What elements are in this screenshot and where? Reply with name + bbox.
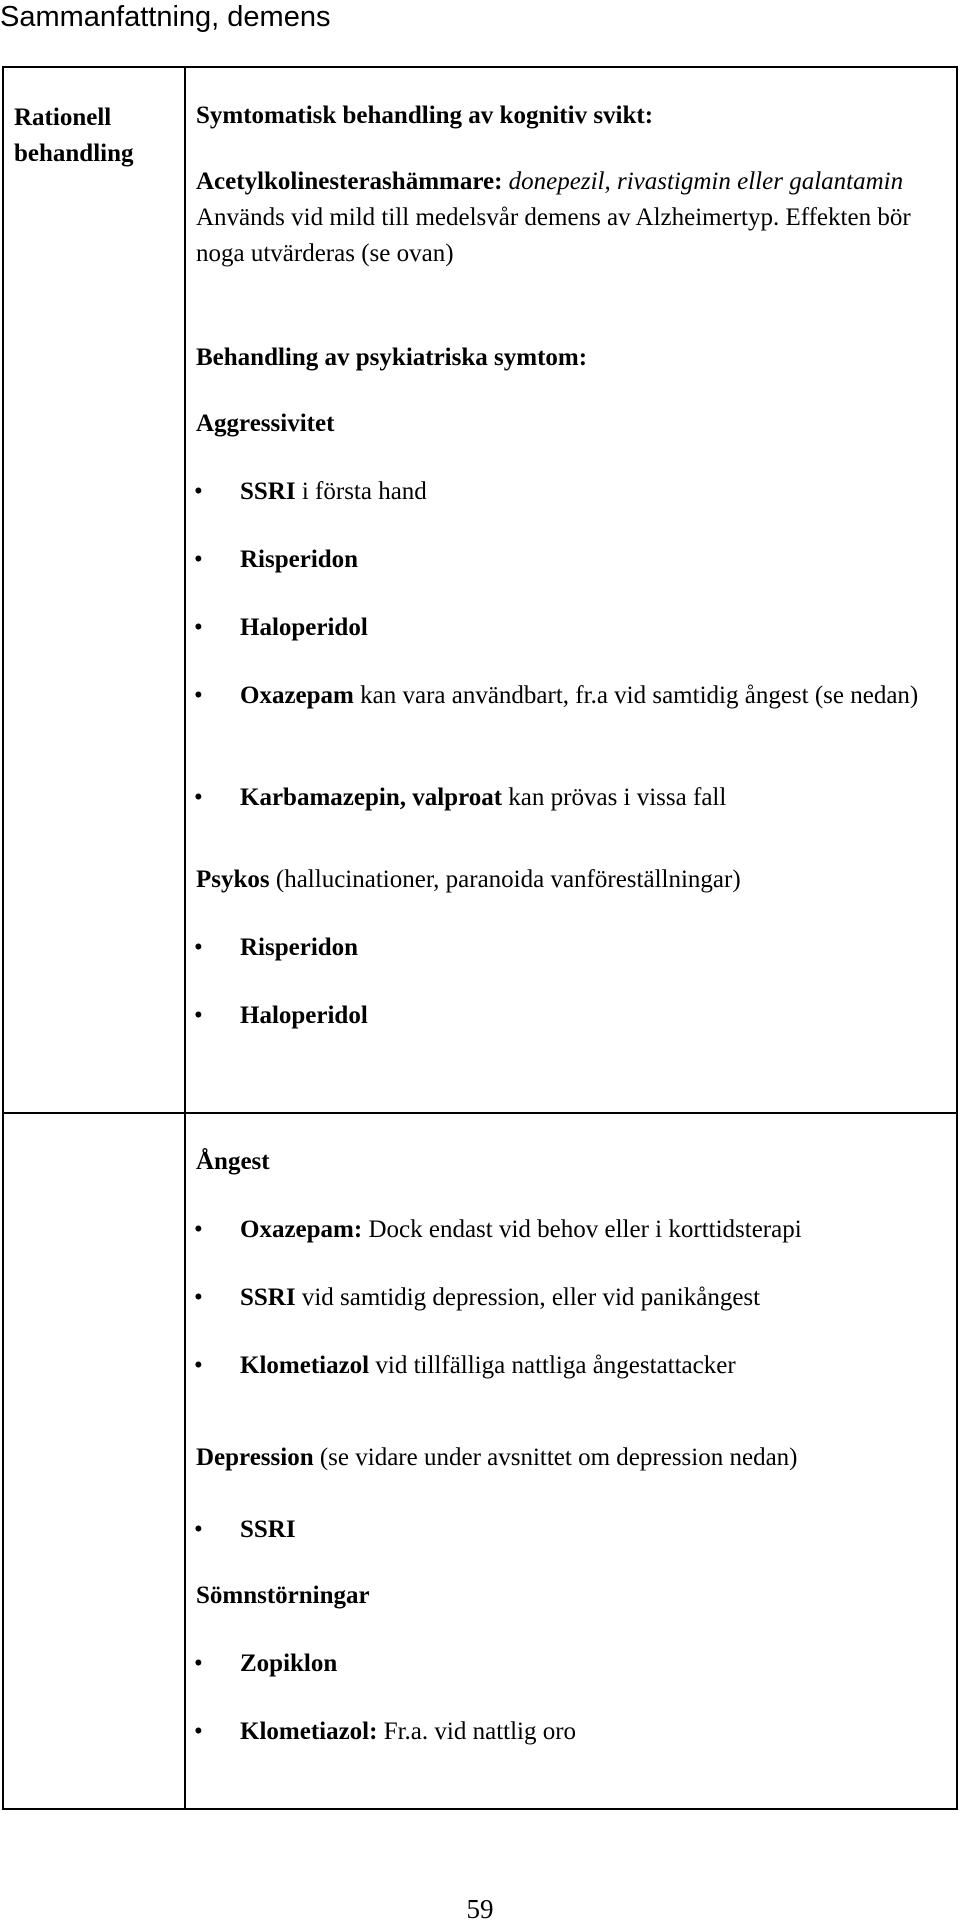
sleep-heading: Sömnstörningar (196, 1582, 370, 1609)
ache-drugs: donepezil, rivastigmin eller galantamin (508, 168, 904, 195)
bullet-icon: • (194, 478, 203, 505)
symptomatic-heading: Symtomatisk behandling av kognitiv svikt: (196, 102, 654, 129)
bullet-icon: • (194, 1002, 203, 1029)
ache-label: Acetylkolinesterashämmare: (196, 168, 503, 195)
depression-heading: Depression (se vidare under avsnittet om depression nedan) (196, 1444, 798, 1471)
anxiety-heading: Ångest (196, 1148, 270, 1175)
summary-table (2, 66, 958, 1810)
bullet-icon: • (194, 1650, 203, 1677)
page-title: Sammanfattning, demens (0, 1, 331, 33)
row-label-cell-empty (3, 1113, 185, 1809)
aggression-heading: Aggressivitet (196, 410, 335, 437)
psychosis-heading: Psykos (hallucinationer, paranoida vanföreställningar) (196, 866, 741, 893)
ache-paragraph (196, 164, 942, 272)
bullet-icon: • (194, 934, 203, 961)
bullet-icon: • (194, 1718, 203, 1745)
bullet-icon: • (194, 614, 203, 641)
bullet-icon: • (194, 682, 203, 709)
psychiatric-heading: Behandling av psykiatriska symtom: (196, 344, 588, 371)
bullet-icon: • (194, 1516, 203, 1543)
bullet-icon: • (194, 1216, 203, 1243)
table-row-symptoms (3, 1113, 957, 1809)
bullet-icon: • (194, 546, 203, 573)
bullet-icon: • (194, 1352, 203, 1379)
row-label-rational-treatment: Rationell behandling (14, 104, 134, 167)
row-content-cell: Symtomatisk behandling av kognitiv svikt: Acetylkolinesterashämmare: donepezil, rivastigmin eller galantamin Används vid mild till medelsvår demens av Alzheimertyp. Effekten bör noga utvärderas (se ovan) Behandling av psykiatriska symtom: Aggressivitet • SSRI i första hand • Risperidon • Haloperidol • Oxazepam kan vara användbart, fr.a vid samtidig ångest (se nedan) • Karbamazepin, valproat kan prövas i vissa fall Psykos (hallucinationer, paranoida vanföreställningar) • Risperidon • Haloperidol (185, 67, 957, 1113)
row-label-cell (3, 67, 185, 1113)
page-number: 59 (466, 1894, 494, 1924)
row-content-cell: Ångest • Oxazepam: Dock endast vid behov eller i korttidsterapi • SSRI vid samtidig depression, eller vid panikångest • Klometiazol vid tillfälliga nattliga ångestattacker Depression (se vidare under avsnittet om depression nedan) • SSRI Sömnstörningar • Zopiklon • Klometiazol: Fr.a. vid nattlig oro (185, 1113, 957, 1809)
table-row-treatment (3, 67, 957, 1113)
bullet-icon: • (194, 784, 203, 811)
ache-description: Används vid mild till medelsvår demens av Alzheimertyp. Effekten bör noga utvärderas (se ovan) (196, 204, 911, 267)
bullet-icon: • (194, 1284, 203, 1311)
